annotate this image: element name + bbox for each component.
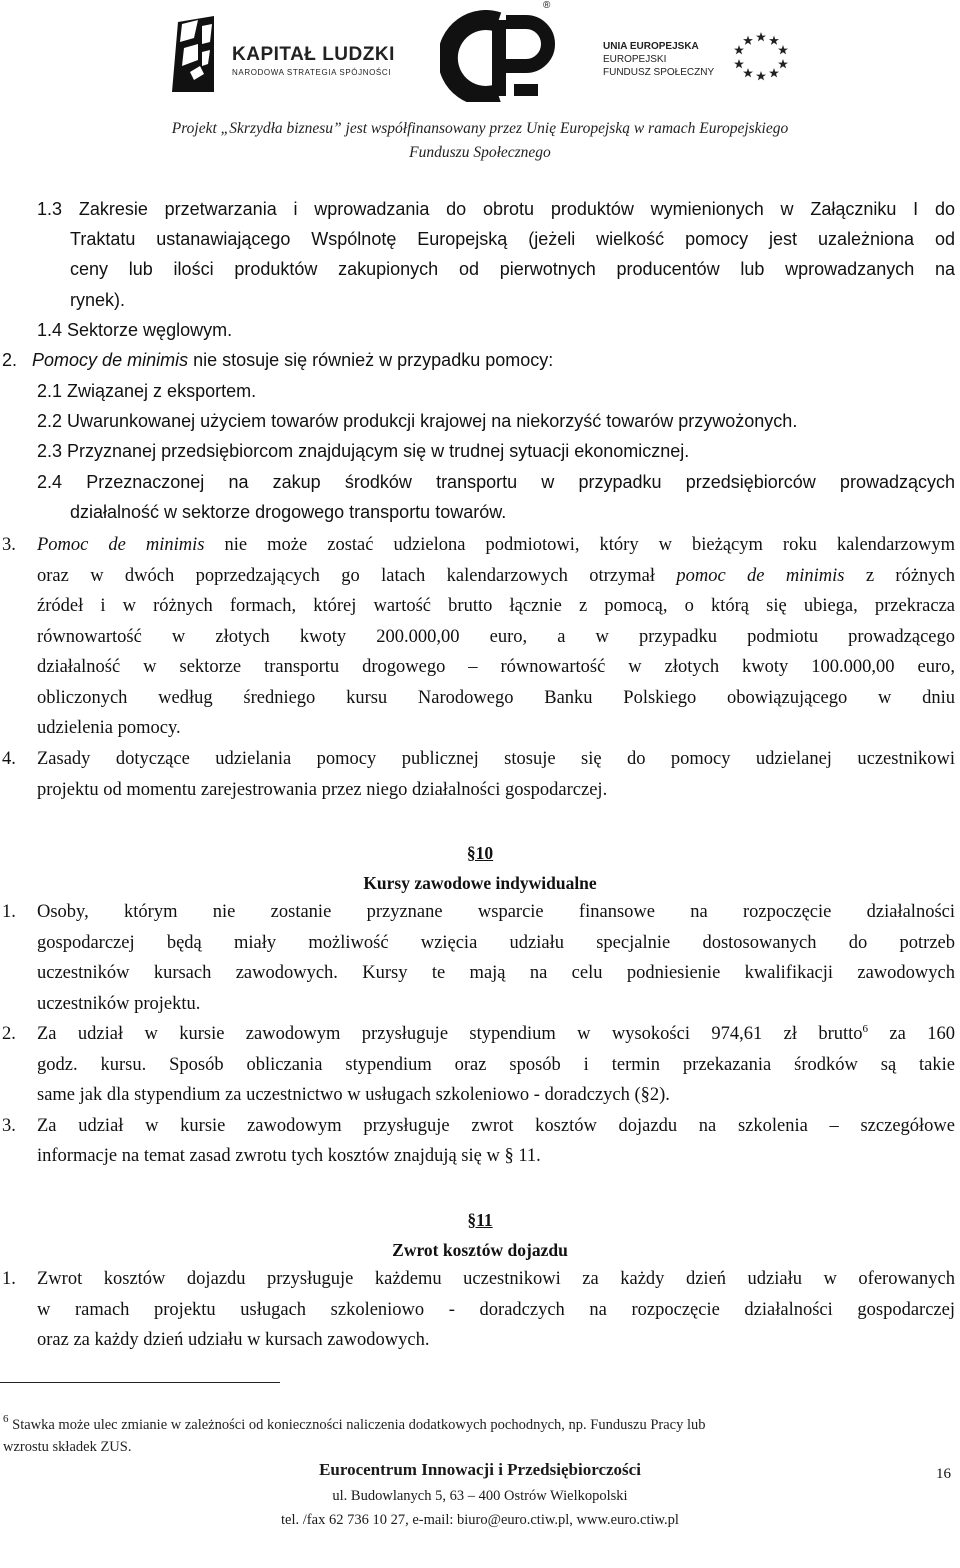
s10-item-2-line-1-b: za 160 <box>868 1024 955 1044</box>
paragraph-2-4-line-2: działalność w sektorze drogowego transportu towarów. <box>70 502 507 522</box>
paragraph-3-line-2-a: oraz w dwóch poprzedzających go latach kalendarzowych otrzymał <box>37 566 677 586</box>
footer-address: ul. Budowlanych 5, 63 – 400 Ostrów Wielkopolski <box>332 1488 628 1504</box>
s11-item-1-line-2: w ramach projektu usługach szkoleniowo - doradczych na rozpoczęcie działalności gospodarczej <box>37 1300 955 1320</box>
footnote-text-1: Stawka może ulec zmianie w zależności od konieczności naliczenia dodatkowych pochodnych, np. Funduszu Pracy lub <box>8 1417 706 1433</box>
s10-item-1-line-1: Osoby, którym nie zostanie przyznane wsparcie finansowe na rozpoczęcie działalności <box>37 902 955 922</box>
kapital-ludzki-logo <box>232 44 395 77</box>
s10-item-1-line-4: uczestników projektu. <box>37 994 201 1014</box>
paragraph-2-3: 2.3 Przyznanej przedsiębiorcom znajdującym się w trudnej sytuacji ekonomicznej. <box>37 441 690 461</box>
s10-item-2-line-1-a: Za udział w kursie zawodowym przysługuje stypendium w wysokości 974,61 zł brutto <box>37 1024 863 1044</box>
kapital-ludzki-subtitle: NARODOWA STRATEGIA SPÓJNOŚCI <box>232 68 392 77</box>
paragraph-3-line-6: obliczonych według średniego kursu Narodowego Banku Polskiego obowiązującego w dniu <box>37 688 955 708</box>
section-11-number <box>0 1210 960 1231</box>
paragraph-3-line-3: źródeł i w różnych formach, której wartość brutto łącznie z pomocą, o którą się ubiega, przekracza <box>37 596 955 616</box>
footnote-divider <box>0 1382 280 1383</box>
paragraph-1-4: 1.4 Sektorze węglowym. <box>37 320 233 340</box>
eu-line-1: UNIA EUROPEJSKA <box>603 41 699 52</box>
footnote-line-2: wzrostu składek ZUS. <box>3 1439 132 1455</box>
project-caption <box>0 117 960 165</box>
kapital-ludzki-title: KAPITAŁ LUDZKI <box>232 44 395 65</box>
footer-contact: tel. /fax 62 736 10 27, e-mail: biuro@euro.ctiw.pl, www.euro.ctiw.pl <box>281 1512 679 1528</box>
paragraph-2-number: 2. <box>2 350 18 370</box>
paragraph-2-text: nie stosuje się również w przypadku pomocy: <box>188 350 554 370</box>
paragraph-3-line-5: działalność w sektorze transportu drogowego – równowartość w złotych kwoty 100.000,00 euro, <box>37 657 955 677</box>
paragraph-1-3-line-2: Traktatu ustanawiającego Wspólnotę Europejską (jeżeli wielkość pomocy jest uzależniona od <box>70 229 955 249</box>
s10-item-3-line-1: Za udział w kursie zawodowym przysługuje zwrot kosztów dojazdu na szkolenia – szczegółowe <box>37 1116 955 1136</box>
section-11-title: Zwrot kosztów dojazdu <box>392 1240 568 1260</box>
s10-item-1-line-2: gospodarczej będą miały możliwość wzięcia udziału specjalnie dostosowanych do potrzeb <box>37 933 955 953</box>
project-caption-line-2: Funduszu Społecznego <box>409 144 551 161</box>
s10-item-2-line-2: godz. kursu. Sposób obliczania stypendium oraz sposób i termin przekazania środków są takie <box>37 1055 955 1075</box>
eu-flag-icon <box>724 26 798 82</box>
footnote-mark: 6 <box>3 1413 9 1425</box>
footer-organization: Eurocentrum Innowacji i Przedsiębiorczości <box>319 1460 641 1479</box>
paragraph-3-line-1 <box>37 535 955 556</box>
section-10-number <box>0 843 960 864</box>
s10-item-2-line-1 <box>37 1024 955 1045</box>
paragraph-3-line-1-text: nie może zostać udzielona podmiotowi, który w bieżącym roku kalendarzowym <box>204 535 955 555</box>
paragraph-3-line-7: udzielenia pomocy. <box>37 718 181 738</box>
section-10-title: Kursy zawodowe indywidualne <box>363 873 597 893</box>
s10-item-2-number: 2. <box>2 1024 16 1044</box>
section-10-number-text: §10 <box>466 843 494 863</box>
s10-item-1-number: 1. <box>2 902 16 922</box>
s11-item-1-line-3: oraz za każdy dzień udziału w kursach zawodowych. <box>37 1330 430 1350</box>
paragraph-2-4-line-1: 2.4 Przeznaczonej na zakup środków transportu w przypadku przedsiębiorców prowadzących <box>37 472 955 492</box>
paragraph-3-line-2 <box>37 566 955 587</box>
s11-item-1-number: 1. <box>2 1269 16 1289</box>
paragraph-4-line-2: projektu od momentu zarejestrowania przez niego działalności gospodarczej. <box>37 780 608 800</box>
cp-logo-icon <box>440 10 560 102</box>
paragraph-1-3-line-1: 1.3 Zakresie przetwarzania i wprowadzania do obrotu produktów wymienionych w Załączniku I do <box>37 199 955 219</box>
pomocy-de-minimis: Pomocy de minimis <box>32 350 189 370</box>
kapital-ludzki-emblem-icon <box>168 14 218 94</box>
paragraph-2-2: 2.2 Uwarunkowanej użyciem towarów produkcji krajowej na niekorzyść towarów przywożonych. <box>37 411 798 431</box>
paragraph-3-line-4: równowartość w złotych kwoty 200.000,00 euro, a w przypadku podmiotu prowadzącego <box>37 627 955 647</box>
footnote-line-1 <box>3 1414 953 1436</box>
paragraph-4-line-1: Zasady dotyczące udzielania pomocy publicznej stosuje się do pomocy udzielanej uczestnikowi <box>37 749 955 769</box>
s11-item-1-line-1: Zwrot kosztów dojazdu przysługuje każdemu uczestnikowi za każdy dzień udziału w oferowanych <box>37 1269 955 1289</box>
eu-line-2: EUROPEJSKI <box>603 54 667 65</box>
paragraph-3-line-2-b: z różnych <box>844 566 955 586</box>
eu-line-3: FUNDUSZ SPOŁECZNY <box>603 67 715 78</box>
section-11-number-text: §11 <box>467 1210 493 1230</box>
registered-mark: ® <box>543 0 551 11</box>
paragraph-3-number: 3. <box>2 535 16 555</box>
paragraph-1-3-line-4: rynek). <box>70 290 126 310</box>
paragraph-2 <box>2 350 553 371</box>
s10-item-2-line-3: same jak dla stypendium za uczestnictwo w usługach szkoleniowo - doradczych (§2). <box>37 1085 670 1105</box>
pomoc-de-minimis-2: pomoc de minimis <box>676 566 845 586</box>
s10-item-3-line-2: informacje na temat zasad zwrotu tych kosztów znajdują się w § 11. <box>37 1146 541 1166</box>
paragraph-4-number: 4. <box>2 749 16 769</box>
eu-logo-text <box>603 40 714 79</box>
paragraph-1-3-line-3: ceny lub ilości produktów zakupionych od pierwotnych producentów lub wprowadzanych na <box>70 259 955 279</box>
project-caption-line-1: Projekt „Skrzydła biznesu” jest współfinansowany przez Unię Europejską w ramach Europejskiego <box>171 120 789 137</box>
pomoc-de-minimis: Pomoc de minimis <box>37 535 205 555</box>
s10-item-1-line-3: uczestników kursach zawodowych. Kursy te mają na celu podniesienie kwalifikacji zawodowych <box>37 963 955 983</box>
page-number: 16 <box>936 1466 951 1482</box>
paragraph-2-1: 2.1 Związanej z eksportem. <box>37 381 257 401</box>
footnote-ref-6[interactable]: 6 <box>862 1023 869 1035</box>
s10-item-3-number: 3. <box>2 1116 16 1136</box>
footnote <box>3 1414 953 1458</box>
header-logos <box>0 0 960 110</box>
